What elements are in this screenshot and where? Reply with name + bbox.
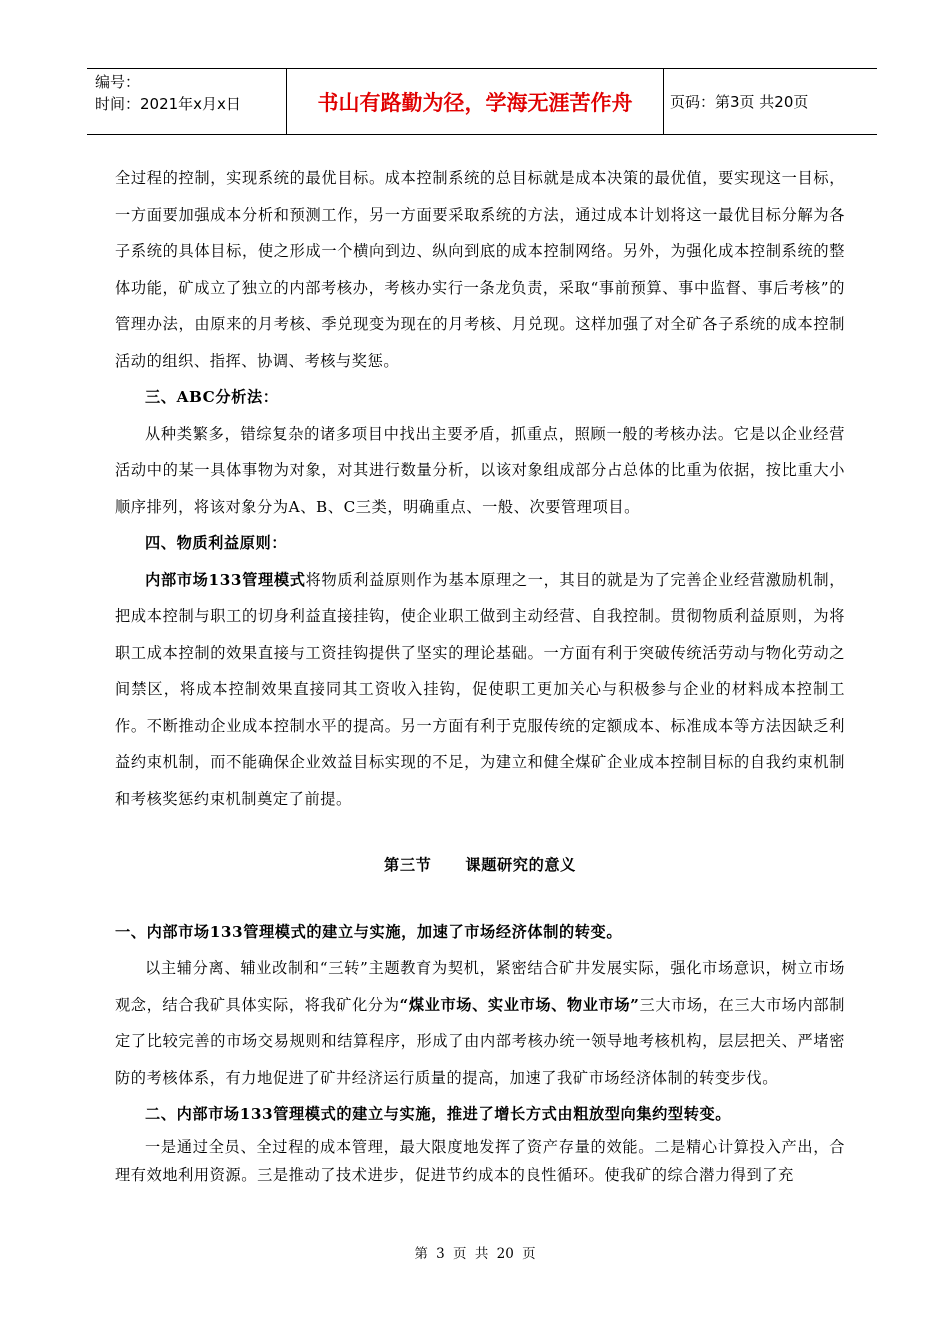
- header-motto: 书山有路勤为径，学海无涯苦作舟: [287, 69, 664, 134]
- header-page-info: 页码：第3页 共20页: [670, 93, 809, 111]
- document-body: [115, 160, 845, 1189]
- paragraph-material-bold: 内部市场133管理模式: [145, 570, 306, 589]
- paragraph-intro: 全过程的控制，实现系统的最优目标。成本控制系统的总目标就是成本决策的最优值，要实现这一目标，一方面要加强成本分析和预测工作，另一方面要采取系统的方法，通过成本计划将这一最优目标分解为各子系统的具体目标，使之形成一个横向到边、纵向到底的成本控制网络。另外，为强化成本控制系统的整体功能，矿成立了独立的内部考核办，考核办实行一条龙负责，采取“事前预算、事中监督、事后考核”的管理办法，由原来的月考核、季兑现变为现在的月考核、月兑现。这样加强了对全矿各子系统的成本控制活动的组织、指挥、协调、考核与奖惩。: [115, 169, 845, 370]
- header-meta: [87, 69, 287, 134]
- paragraph-material: [115, 562, 845, 818]
- section-number: 第三节: [384, 856, 432, 874]
- paragraph-one-a: 以主辅分离、辅业改制和“三转”主题教育为契机，紧密结合矿井发展实际，强化市场意识，树立市场观念，结合我矿具体实际，将我矿化分为: [115, 959, 845, 1014]
- paragraph-one: [115, 950, 845, 1096]
- paragraph-two: 一是通过全员、全过程的成本管理，最大限度地发挥了资产存量的效能。二是精心计算投入产出，合理有效地利用资源。三是推动了技术进步，促进节约成本的良性循环。使我矿的综合潜力得到了充: [115, 1137, 845, 1184]
- paragraph-material-rest: 将物质利益原则作为基本原理之一，其目的就是为了完善企业经营激励机制，把成本控制与职工的切身利益直接挂钩，使企业职工做到主动经营、自我控制。贯彻物质利益原则，为将职工成本控制的效果直接与工资挂钩提供了坚实的理论基础。一方面有利于突破传统活劳动与物化劳动之间禁区，将成本控制效果直接同其工资收入挂钩，促使职工更加关心与积极参与企业的材料成本控制工作。不断推动企业成本控制水平的提高。另一方面有利于克服传统的定额成本、标准成本等方法因缺乏利益约束机制，而不能确保企业效益目标实现的不足，为建立和健全煤矿企业成本控制目标的自我约束机制和考核奖惩约束机制奠定了前提。: [115, 570, 845, 808]
- heading-abc: 三、ABC分析法：: [145, 388, 279, 406]
- time-label: 时间：2021年x月x日: [95, 95, 241, 113]
- heading-one: 一、内部市场133管理模式的建立与实施，加速了市场经济体制的转变。: [115, 922, 623, 941]
- heading-material: 四、物质利益原则：: [145, 534, 288, 552]
- paragraph-one-bold: “煤业市场、实业市场、物业市场”: [399, 995, 640, 1014]
- section-title: [115, 847, 845, 884]
- heading-two: 二、内部市场133管理模式的建立与实施，推进了增长方式由粗放型向集约型转变。: [145, 1105, 732, 1123]
- paragraph-abc: 从种类繁多，错综复杂的诸多项目中找出主要矛盾，抓重点，照顾一般的考核办法。它是以企业经营活动中的某一具体事物为对象，对其进行数量分析，以该对象组成部分占总体的比重为依据，按比重大小顺序排列，将该对象分为A、B、C三类，明确重点、一般、次要管理项目。: [115, 424, 845, 516]
- section-name: 课题研究的意义: [465, 856, 576, 874]
- page-header: [87, 68, 877, 135]
- paragraph-one-b: 三大市场，在三大市场内部制定了比较完善的市场交易规则和结算程序，形成了由内部考核办统一领导地考核机构，层层把关、严堵密防的考核体系，有力地促进了矿井经济运行质量的提高，加速了我矿市场经济体制的转变步伐。: [115, 995, 845, 1087]
- serial-label: 编号：: [95, 73, 141, 91]
- page-footer: 第 3 页 共 20 页: [414, 1246, 536, 1262]
